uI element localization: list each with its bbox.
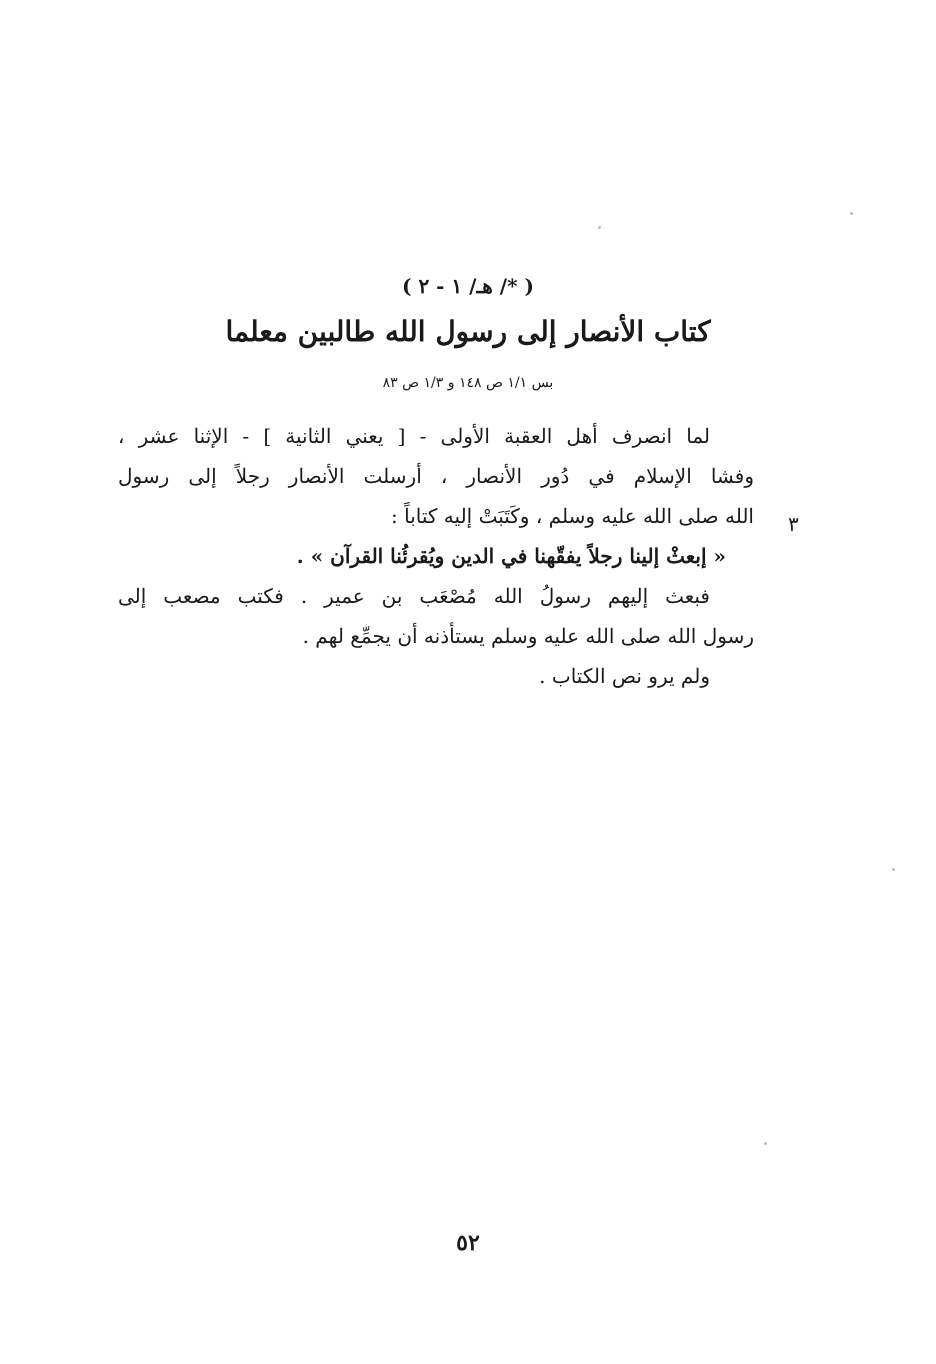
scan-speck — [850, 212, 853, 215]
source-reference: بس ١/١ ص ١٤٨ و ١/٣ ص ٨٣ — [382, 375, 554, 391]
scan-speck — [892, 868, 895, 871]
body-line: الله صلى الله عليه وسلم ، وكَتَبَتْ إليه كتاباً : — [391, 504, 754, 528]
line-margin-number: ٣ — [788, 512, 799, 536]
page-number: ٥٢ — [456, 1230, 480, 1256]
body-line: وفشا الإسلام في دُور الأنصار ، أرسلت الأنصار رجلاً إلى رسول — [118, 464, 754, 488]
body-line: ولم يرو نص الكتاب . — [539, 664, 710, 688]
document-title: كتاب الأنصار إلى رسول الله طالبين معلما — [225, 315, 711, 348]
body-line: لما انصرف أهل العقبة الأولى - [ يعني الثانية ] - الإثنا عشر ، — [118, 424, 710, 448]
scan-speck — [764, 1142, 767, 1145]
scan-speck — [598, 226, 601, 229]
quoted-letter-text: « إبعثْ إلينا رجلاً يفقّهنا في الدين ويُقرئُنا القرآن » . — [296, 544, 726, 568]
body-text — [118, 416, 754, 696]
body-line: فبعث إليهم رسولُ الله مُصْعَب بن عمير . فكتب مصعب إلى — [118, 584, 710, 608]
body-line: رسول الله صلى الله عليه وسلم يستأذنه أن يجمِّع لهم . — [302, 624, 754, 648]
document-code: ( */ هـ/ ١ - ٢ ) — [402, 274, 534, 298]
